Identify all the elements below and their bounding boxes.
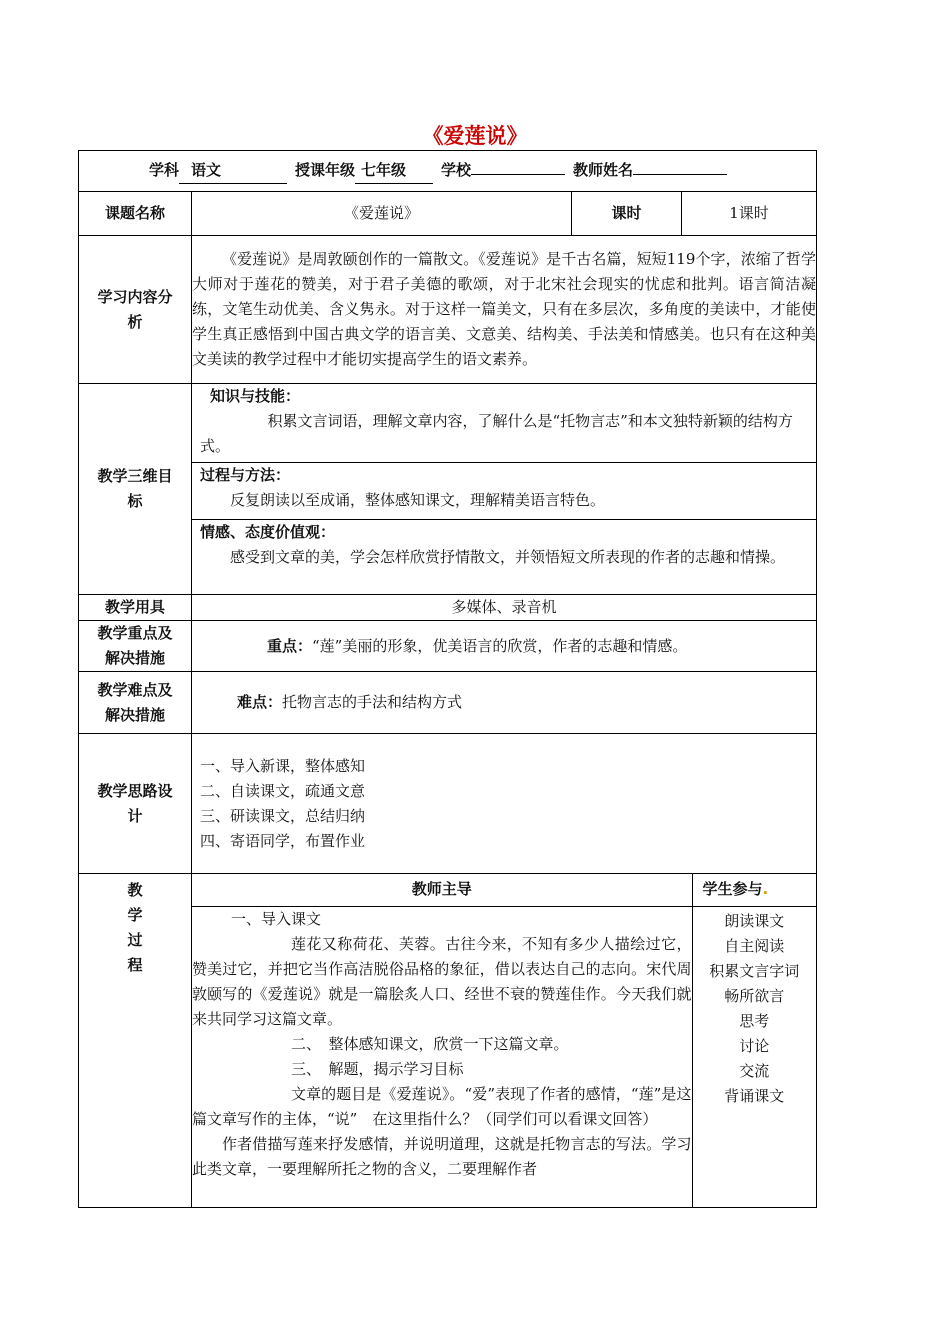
teacher-content — [192, 906, 692, 1207]
goals-label-line2: 标 — [127, 492, 143, 510]
hours-value: 1课时 — [682, 192, 817, 236]
student-item: 讨论 — [739, 1036, 770, 1055]
tools-value: 多媒体、录音机 — [192, 595, 817, 621]
design-label-line1: 教学思路设 — [97, 781, 173, 800]
difficult-text: 托物言志的手法和结构方式 — [282, 693, 463, 711]
process-label-char: 教 — [127, 881, 143, 899]
student-item: 畅所欲言 — [724, 986, 785, 1005]
emotion-title: 情感、态度价值观： — [200, 523, 336, 541]
design-step: 二、自读课文，疏通文意 — [200, 781, 366, 800]
header-row — [79, 151, 817, 192]
design-row — [79, 734, 817, 874]
student-item: 自主阅读 — [724, 936, 785, 955]
student-item: 积累文言字词 — [709, 961, 800, 980]
key-label-line1: 教学重点及 — [97, 624, 173, 642]
student-item: 交流 — [739, 1061, 770, 1080]
difficult-bold: 难点： — [237, 693, 283, 711]
design-step: 四、寄语同学，布置作业 — [200, 831, 366, 850]
process-label-char: 过 — [127, 931, 143, 949]
process-line: 莲花又称荷花、芙蓉。古往今来，不知有多少人描绘过它，赞美过它，并把它当作高洁脱俗品格的象征，借以表达自己的志向。宋代周敦颐写的《爱莲说》就是一篇脍炙人口、经世不衰的赞莲佳作。今天我们就来共同学习这篇文章。 — [192, 934, 692, 1028]
student-header-text: 学生参与 — [702, 880, 763, 899]
process-cell — [192, 874, 817, 1208]
design-steps — [192, 734, 817, 874]
design-label-line2: 计 — [127, 806, 143, 825]
teacher-header: 教师主导 — [192, 874, 692, 906]
process-label-char: 学 — [127, 906, 143, 924]
difficult-label-line1: 教学难点及 — [97, 680, 173, 699]
teacher-value — [633, 174, 727, 175]
key-row — [79, 621, 817, 672]
student-content — [692, 906, 816, 1207]
school-value — [471, 174, 565, 175]
grade-label: 授课年级 — [295, 161, 356, 179]
knowledge-text: 积累文言词语，理解文章内容，了解什么是“托物言志”和本文独特新颖的结构方式。 — [200, 412, 793, 455]
difficult-label-line2: 解决措施 — [104, 705, 165, 724]
process-label — [79, 874, 192, 1208]
design-step: 一、导入新课，整体感知 — [200, 756, 366, 775]
lesson-plan-table — [78, 150, 817, 1208]
school-label: 学校 — [441, 161, 472, 179]
difficult-row — [79, 672, 817, 734]
goal-knowledge — [192, 384, 816, 463]
key-label — [79, 621, 192, 672]
content-text: 《爱莲说》是周敦颐创作的一篇散文。《爱莲说》是千古名篇，短短119个字，浓缩了哲学大师对于莲花的赞美，对于君子美德的歌颂，对于北宋社会现实的忧虑和批判。语言简洁凝练，文笔生动优美、含义隽永。对于这样一篇美文，只有在多层次，多角度的美读中，才能使学生真正感悟到中国古典文学的语言美、文意美、结构美、手法美和情感美。也只有在这种美文美读的教学过程中才能切实提高学生的语文素养。 — [192, 236, 817, 384]
goals-row — [79, 384, 817, 595]
content-row — [79, 236, 817, 384]
process-row — [79, 874, 817, 1208]
process-line: 作者借描写莲来抒发感情，并说明道理，这就是托物言志的写法。学习此类文章，一要理解所托之物的含义，二要理解作者 — [192, 1134, 692, 1178]
student-item: 思考 — [739, 1011, 770, 1030]
student-item: 背诵课文 — [724, 1086, 785, 1105]
key-bold: 重点： — [267, 636, 313, 655]
process-text: 反复朗读以至成诵，整体感知课文，理解精美语言特色。 — [230, 491, 606, 509]
goals-cell — [192, 384, 817, 595]
tools-label: 教学用具 — [79, 595, 192, 621]
topic-row — [79, 192, 817, 236]
key-text: “莲”美丽的形象，优美语言的欣赏，作者的志趣和情感。 — [312, 636, 688, 655]
document-title: 《爱莲说》 — [422, 124, 528, 148]
header-cell — [79, 151, 817, 192]
emotion-text: 感受到文章的美，学会怎样欣赏抒情散文，并领悟短文所表现的作者的志趣和情操。 — [230, 548, 786, 566]
difficult-text-cell — [192, 672, 817, 734]
topic-value: 《爱莲说》 — [192, 192, 572, 236]
process-title: 过程与方法： — [200, 466, 291, 484]
teacher-label: 教师姓名 — [573, 161, 634, 179]
difficult-label — [79, 672, 192, 734]
student-item: 朗读课文 — [724, 911, 785, 930]
goals-label — [79, 384, 192, 595]
process-line: 三、 解题，揭示学习目标 — [291, 1059, 464, 1078]
design-step: 三、研读课文，总结归纳 — [200, 806, 366, 825]
goal-process — [192, 463, 816, 520]
goal-emotion — [192, 520, 816, 594]
design-label — [79, 734, 192, 874]
process-line: 二、 整体感知课文，欣赏一下这篇文章。 — [291, 1034, 569, 1053]
knowledge-title: 知识与技能： — [210, 387, 301, 405]
dot-mark: . — [762, 880, 769, 899]
process-line: 一、导入课文 — [231, 909, 322, 928]
process-inner-table — [192, 874, 816, 1207]
process-label-char: 程 — [127, 956, 143, 974]
content-label-line1: 学习内容分 — [97, 287, 173, 306]
goals-label-line1: 教学三维目 — [97, 467, 173, 485]
student-header — [692, 874, 816, 906]
key-label-line2: 解决措施 — [104, 649, 165, 667]
topic-label: 课题名称 — [79, 192, 192, 236]
process-line: 文章的题目是《爱莲说》。“爱”表现了作者的感情，“莲”是这篇文章写作的主体，“说” 在这里指什么？（同学们可以看课文回答） — [192, 1084, 692, 1128]
grade-value: 七年级 — [355, 158, 433, 184]
tools-row — [79, 595, 817, 621]
subject-value: 语文 — [179, 158, 287, 184]
key-text-cell — [192, 621, 817, 672]
subject-label: 学科 — [149, 161, 180, 179]
content-label — [79, 236, 192, 384]
content-label-line2: 析 — [127, 312, 143, 331]
hours-label: 课时 — [572, 192, 682, 236]
